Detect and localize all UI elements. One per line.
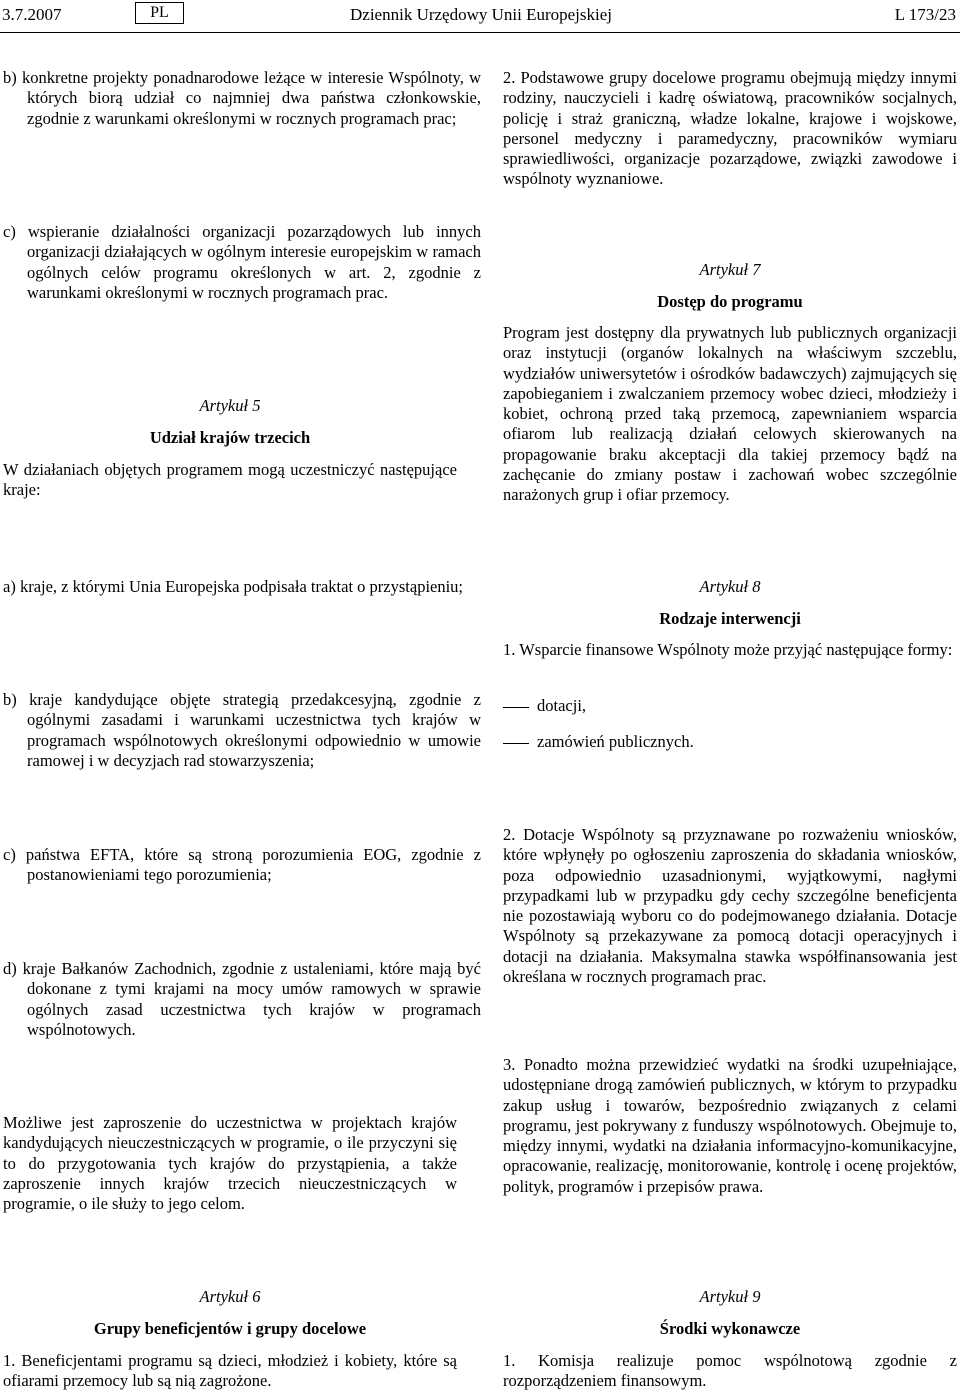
language-code-box: PL xyxy=(135,2,184,24)
page-number: L 173/23 xyxy=(894,5,956,24)
article-8-dash-item-1 xyxy=(503,696,957,716)
article-5-intro: W działaniach objętych programem mogą uczestniczyć następujące kraje: xyxy=(3,460,457,500)
paragraph-c: c) wspieranie działalności organizacji pozarządowych lub innych organizacji działających w ogólnym interesie europejskim w ramach ogólnych celów programu określonych w art. 2, zgodnie z warunkami określonymi w rocznych programach prac. xyxy=(3,222,481,302)
article-9-title: Środki wykonawcze xyxy=(659,1319,801,1338)
article-8-number: Artykuł 8 xyxy=(699,577,761,596)
article-8-dash-item-2 xyxy=(503,732,957,752)
publication-date: 3.7.2007 xyxy=(2,5,62,24)
article-7-text: Program jest dostępny dla prywatnych lub publicznych organizacji oraz instytucji (organów lokalnych na właściwym szczeblu, wydziałów uniwersytetów i ośrodków badawczych) zajmujących się zapobieganiem i zwalczaniem przemocy wobec dzieci, młodzieży i kobiet, ochroną przed taką przemocą, zapewnianiem wsparcia ofiarom lub realizacją działań celowych skierowanych na propagowanie braku akceptacji dla takiej przemocy bądź na zachęcanie do zmiany postaw i zachowań wobec szczególnie narażonych grup i ofiar przemocy. xyxy=(503,323,957,505)
article-5-title: Udział krajów trzecich xyxy=(149,428,311,447)
article-6-para-2: 2. Podstawowe grupy docelowe programu obejmują między innymi rodziny, nauczycieli i kadrę oświatową, pracowników socjalnych, policję i straż graniczną, władze lokalne, krajowe i wojskowe, personel medyczny i paramedyczny, pracowników wymiaru sprawiedliwości, organizacje pozarządowe, związki zawodowe i wspólnoty wyznaniowe. xyxy=(503,68,957,189)
dash-mark xyxy=(503,707,529,708)
dash-item-text: zamówień publicznych. xyxy=(537,732,694,751)
article-5-number: Artykuł 5 xyxy=(199,396,261,415)
article-6-title: Grupy beneficjentów i grupy docelowe xyxy=(93,1319,367,1338)
article-8-para-2: 2. Dotacje Wspólnoty są przyznawane po rozważeniu wniosków, które wpłynęły po ogłoszeniu zaproszenia do składania wniosków, poza odpowiednio uzasadnionymi, wyjątkowymi, nagłymi przypadkami lub w przypadku gdy cechy szczególne beneficjenta nie pozostawiają wyboru co do podejmowanego działania. Dotacje Wspólnoty są przekazywane za pomocą dotacji operacyjnych i dotacji na działania. Maksymalna stawka współfinansowania jest określana w rocznych programach prac. xyxy=(503,825,957,987)
article-5-item-c: c) państwa EFTA, które są stroną porozumienia EOG, zgodnie z postanowieniami tego porozumienia; xyxy=(3,845,481,885)
dash-item-text: dotacji, xyxy=(537,696,587,715)
article-5-item-a: a) kraje, z którymi Unia Europejska podpisała traktat o przystąpieniu; xyxy=(3,577,464,596)
article-5-closing: Możliwe jest zaproszenie do uczestnictwa w projektach krajów kandydujących nieuczestniczących w programie, o ile przyczyni się to do przygotowania tych krajów do przystąpienia, a także zaproszenie innych krajów trzecich nieuczestniczących w programie, o ile służy to jego celom. xyxy=(3,1113,457,1214)
article-8-title: Rodzaje interwencji xyxy=(659,609,801,628)
paragraph-b: b) konkretne projekty ponadnarodowe leżące w interesie Wspólnoty, w których biorą udział co najmniej dwa państwa członkowskie, zgodnie z warunkami określonymi w rocznych programach prac; xyxy=(3,68,481,128)
article-5-item-b: b) kraje kandydujące objęte strategią przedakcesyjną, zgodnie z ogólnymi zasadami i warunkami uczestnictwa tych krajów w programach wspólnotowych określonymi odpowiednio w umowie ramowej i w decyzjach rad stowarzyszenia; xyxy=(3,690,481,770)
header-rule xyxy=(0,32,960,33)
article-8-para-3: 3. Ponadto można przewidzieć wydatki na środki uzupełniające, udostępniane drogą zamówień publicznych, w którym to przypadku zakup usług i towarów, bezpośrednio związanych z celami programu, jest pokrywany z funduszy wspólnotowych. Obejmuje to, między innymi, wydatki na działania informacyjno-komunikacyjne, opracowanie, realizację, monitorowanie, kontrolę i ocenę projektów, polityk, programów i przepisów prawa. xyxy=(503,1055,957,1196)
article-9-number: Artykuł 9 xyxy=(699,1287,761,1306)
dash-mark xyxy=(503,743,529,744)
article-9-para-1: 1. Komisja realizuje pomoc wspólnotową zgodnie z rozporządzeniem finansowym. xyxy=(503,1351,957,1391)
article-6-para-1: 1. Beneficjentami programu są dzieci, młodzież i kobiety, które są ofiarami przemocy lub są nią zagrożone. xyxy=(3,1351,457,1391)
page-header xyxy=(0,0,960,34)
article-5-item-d: d) kraje Bałkanów Zachodnich, zgodnie z ustaleniami, które mają być dokonane z tymi krajami na mocy umów ramowych w sprawie ogólnych zasad uczestnictwa tych krajów w programach wspólnotowych. xyxy=(3,959,481,1039)
article-7-title: Dostęp do programu xyxy=(657,292,803,311)
article-6-number: Artykuł 6 xyxy=(199,1287,261,1306)
article-7-number: Artykuł 7 xyxy=(699,260,761,279)
journal-title: Dziennik Urzędowy Unii Europejskiej xyxy=(350,5,613,24)
article-8-para-1: 1. Wsparcie finansowe Wspólnoty może przyjąć następujące formy: xyxy=(503,640,953,659)
